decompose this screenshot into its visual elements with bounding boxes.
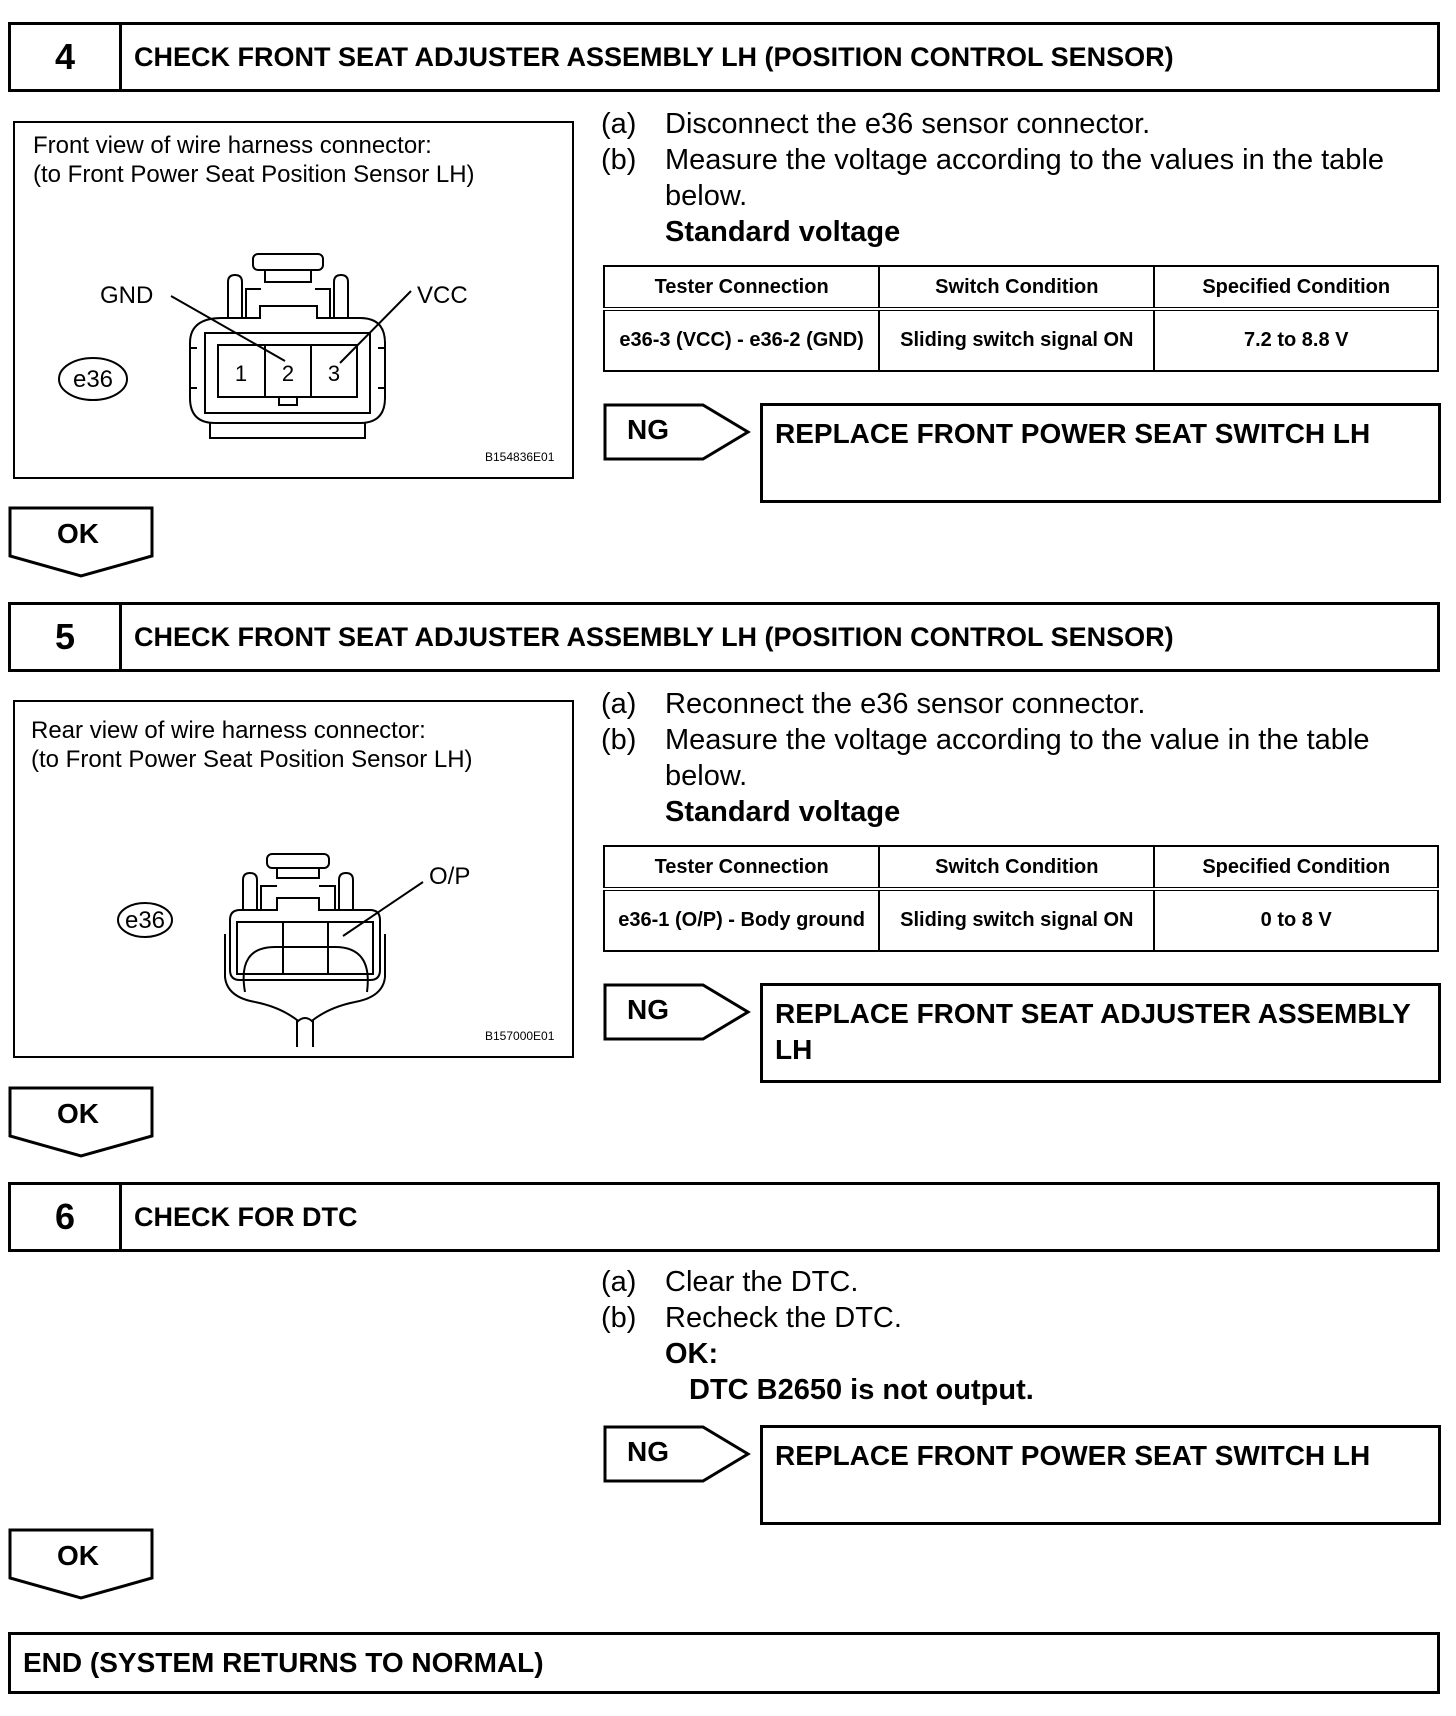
figure-caption: Front view of wire harness connector: (to Front Power Seat Position Sensor LH)	[33, 132, 475, 188]
step-6-header	[8, 1182, 1440, 1252]
pin-3-label: 3	[327, 361, 341, 386]
step-5-instructions: (a) Reconnect the e36 sensor connector. (b) Measure the voltage according to the value in the table below. Standard voltage	[601, 686, 1441, 830]
ng-arrow: NG	[603, 403, 753, 461]
step-4-header	[8, 22, 1440, 92]
connector-rear-diagram	[15, 702, 572, 1056]
op-label: O/P	[429, 863, 471, 890]
ng-arrow: NG	[603, 1425, 753, 1483]
step-title: CHECK FOR DTC	[134, 1201, 358, 1232]
step-5-header	[8, 602, 1440, 672]
ok-heading: OK:	[665, 1338, 719, 1370]
connector-figure	[13, 700, 574, 1058]
connector-front-diagram	[15, 123, 572, 477]
ok-arrow: OK	[8, 1528, 154, 1600]
figure-id: B154836E01	[485, 450, 555, 464]
step-number: 5	[11, 605, 122, 669]
ok-arrow: OK	[8, 506, 154, 578]
standard-voltage-heading: Standard voltage	[665, 796, 901, 828]
vcc-label: VCC	[417, 282, 468, 309]
step-number: 4	[11, 25, 122, 89]
step-title: CHECK FRONT SEAT ADJUSTER ASSEMBLY LH (POSITION CONTROL SENSOR)	[134, 41, 1174, 72]
pin-2-label: 2	[281, 361, 295, 386]
step-title: CHECK FRONT SEAT ADJUSTER ASSEMBLY LH (POSITION CONTROL SENSOR)	[134, 621, 1174, 652]
figure-id: B157000E01	[485, 1029, 555, 1043]
connector-figure	[13, 121, 574, 479]
step-number: 6	[11, 1185, 122, 1249]
spec-table: Tester Connection Switch Condition Specified Condition e36-3 (VCC) - e36-2 (GND) Sliding switch signal ON 7.2 to 8.8 V	[603, 265, 1439, 372]
pin-1-label: 1	[234, 361, 248, 386]
end-box: END (SYSTEM RETURNS TO NORMAL)	[8, 1632, 1440, 1694]
step-4-instructions: (a) Disconnect the e36 sensor connector. (b) Measure the voltage according to the values in the table below. Standard voltage	[601, 106, 1441, 250]
connector-id-label: e36	[72, 366, 114, 393]
figure-caption: Rear view of wire harness connector: (to Front Power Seat Position Sensor LH)	[31, 717, 473, 773]
step-6-instructions: (a) Clear the DTC. (b) Recheck the DTC. OK: DTC B2650 is not output.	[601, 1264, 1441, 1408]
ok-arrow: OK	[8, 1086, 154, 1158]
ng-action: REPLACE FRONT POWER SEAT SWITCH LH	[760, 403, 1441, 503]
spec-table: Tester Connection Switch Condition Specified Condition e36-1 (O/P) - Body ground Sliding switch signal ON 0 to 8 V	[603, 845, 1439, 952]
ng-arrow: NG	[603, 983, 753, 1041]
gnd-label: GND	[100, 282, 154, 309]
ok-condition: DTC B2650 is not output.	[689, 1374, 1034, 1406]
standard-voltage-heading: Standard voltage	[665, 216, 901, 248]
ng-action: REPLACE FRONT POWER SEAT SWITCH LH	[760, 1425, 1441, 1525]
ng-action: REPLACE FRONT SEAT ADJUSTER ASSEMBLY LH	[760, 983, 1441, 1083]
connector-id-label: e36	[124, 907, 166, 934]
